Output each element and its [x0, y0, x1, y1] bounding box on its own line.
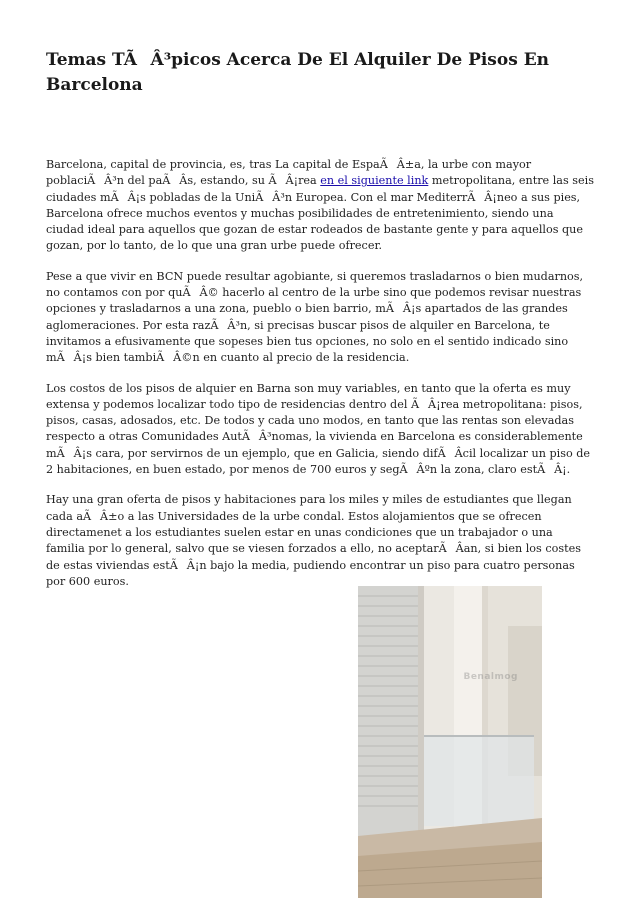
paragraph-2: Pese a que vivir en BCN puede resultar agobiante, si queremos trasladarnos o bien mudarnos, no contamos con por quÃÂ© hacerlo al centro de la urbe sino que podemos revisar nuestras opciones y trasladarnos a una zona, pueblo o bien barrio, mÃÂ¡s apartados de las grandes aglomeraciones. Por esta razÃÂ³n, si precisas buscar pisos de alquiler en Barcelona, te invitamos a efusivamente que sopeses bien tus opciones, no solo en el sentido indicado sino mÃÂ¡s bien tambiÃÂ©n en cuanto al precio de la residencia.: [46, 269, 584, 365]
paragraph-1-text-start: Barcelona, capital de provincia, es, tras La capital de EspaÃÂ±a, la urbe con mayor poblaciÃÂ³n del paÃÂs, estando, su ÃÂ¡rea: [46, 158, 532, 188]
paragraph-4: Hay una gran oferta de pisos y habitaciones para los miles y miles de estudiantes que llegan cada aÃÂ±o a las Universidades de la urbe condal. Estos alojamientos que se ofrecen directamenet a los estudiantes suelen estar en unas condiciones que un trabajador o una familia por lo general, salvo que se viesen forzados a ello, no aceptarÃÂan, si bien los costes de estas viviendas estÃÂ¡n bajo la media, pudiendo encontrar un piso para cuatro personas por 600 euros.: [46, 493, 581, 588]
paragraph-1-text-end: metropolitana, entre las seis ciudades mÃÂ¡s pobladas de la UniÃÂ³n Europea. Con el mar MediterrÃÂ¡neo a sus pies, Barcelona ofrece muchos eventos y muchas posibilidades de entretenimiento, siendo una ciudad ideal para aquellos que gozan de estar rodeados de bastante gente y para aquellos que gozan, por lo tanto, de lo que una gran urbe puede ofrecer.: [46, 174, 594, 253]
paragraph-1: [46, 157, 594, 255]
article-body: [46, 157, 594, 604]
photo-watermark: Benalmog: [463, 672, 518, 682]
paragraph-3: Los costos de los pisos de alquier en Barna son muy variables, en tanto que la oferta es muy extensa y podemos localizar todo tipo de residencias dentro del ÃÂ¡rea metropolitana: pisos, pisos, casas, adosados, etc. De todos y cada uno modos, en tanto que las rentas son elevadas respecto a otras Comunidades AutÃÂ³nomas, la vivienda en Barcelona es considerablemente mÃÂ¡s cara, por servirnos de un ejemplo, que en Galicia, siendo difÃÂcil localizar un piso de 2 habitaciones, en buen estado, por menos de 700 euros y segÃÂºn la zona, claro estÃÂ¡.: [46, 381, 591, 477]
apartment-photo: [358, 586, 542, 898]
apartment-interior-image: [358, 586, 542, 898]
inline-link[interactable]: en el siguiente link: [320, 174, 429, 188]
page-title: Temas TÃÂ³picos Acerca De El Alquiler De Pisos En Barcelona: [46, 50, 550, 95]
